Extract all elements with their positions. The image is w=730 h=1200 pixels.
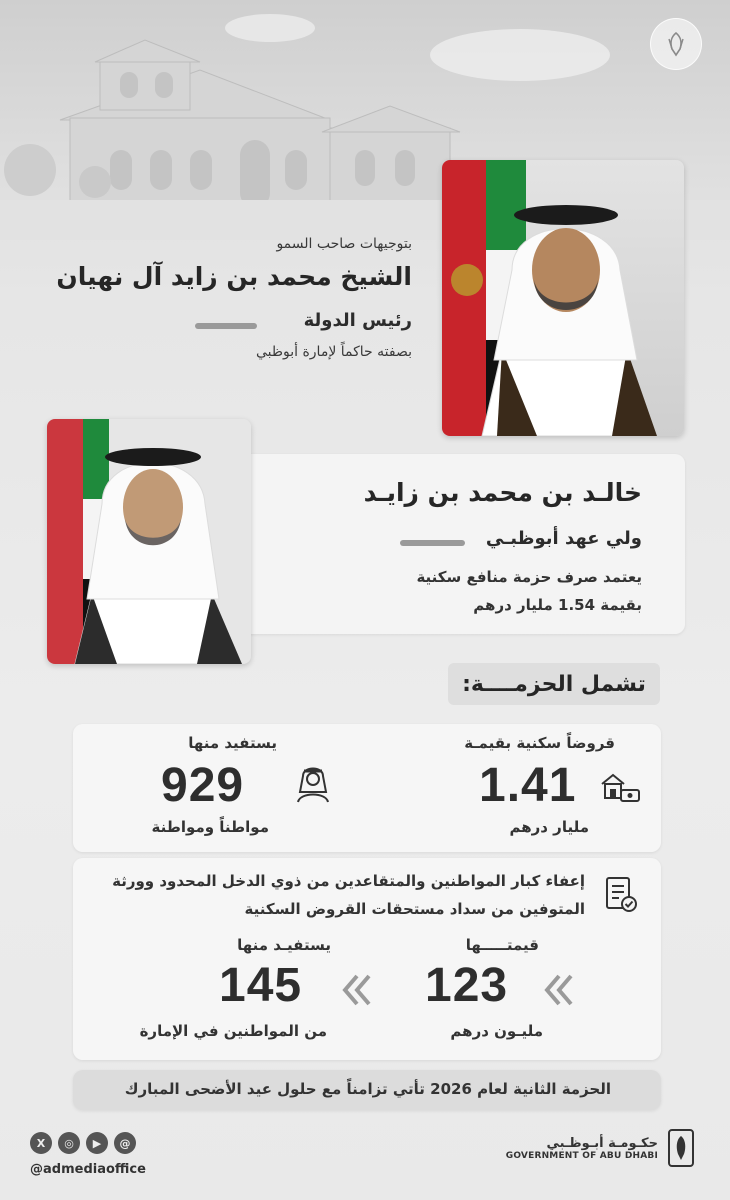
loans-stats-card [73,724,661,852]
note-text: الحزمة الثانية لعام 2026 تأتي تزامناً مع حلول عيد الأضحى المبارك [124,1080,611,1098]
exemption-value: 123 [425,959,509,1012]
president-role: بصفته حاكماً لإمارة أبوظبي [255,344,412,360]
social-handle[interactable]: @admediaoffice [30,1162,146,1177]
citizen-icon [295,762,331,804]
crown-prince-name: خالـد بن محمد بن زايـد [363,478,642,507]
president-title: رئيس الدولة [303,310,412,331]
president-portrait [442,160,684,436]
government-logo [506,1128,696,1168]
exemption-text-line2: المتوفين من سداد مستحقات القروض السكنية [244,900,585,918]
falcon-icon [661,29,691,59]
crown-prince-portrait [47,419,251,664]
note-bar [73,1070,661,1110]
chevrons-left-icon [339,970,375,1010]
exemption-value-label: قيمتـــــها [465,936,539,954]
government-name-arabic: حكـومـة أبـوظـبي [546,1135,658,1151]
house-money-icon [599,770,641,806]
approval-text-line2: بقيمة 1.54 مليار درهم [473,596,642,614]
package-heading: تشمل الحزمــــة: [462,671,646,697]
government-emblem-icon [666,1128,696,1168]
exemption-value-unit: مليـون درهم [450,1022,543,1040]
beneficiaries-label: يستفيد منها [188,734,277,752]
divider-dash [400,540,465,546]
social-icons [30,1132,136,1154]
exemption-beneficiaries-value: 145 [219,959,303,1012]
abu-dhabi-emblem-logo [650,18,702,70]
x-icon[interactable]: X [30,1132,52,1154]
loans-label: قروضاً سكنية بقيمـة [464,734,615,752]
government-name-english: GOVERNMENT OF ABU DHABI [505,1150,658,1161]
loans-unit: مليار درهم [509,818,589,836]
chevrons-left-icon [541,970,577,1010]
guidance-text: بتوجيهات صاحب السمو [276,236,412,252]
exemption-text-line1: إعفاء كبار المواطنين والمتقاعدين من ذوي الدخل المحدود وورثة [112,872,585,890]
beneficiaries-value: 929 [161,759,245,812]
approval-text-line1: يعتمد صرف حزمة منافع سكنية [416,568,642,586]
threads-icon[interactable]: @ [114,1132,136,1154]
instagram-icon[interactable]: ◎ [58,1132,80,1154]
document-check-icon [603,874,639,916]
divider-dash [195,323,257,329]
exemption-beneficiaries-label: يستفيـد منها [237,936,331,954]
package-heading-box [448,663,660,705]
crown-prince-title: ولي عهد أبوظبـي [485,528,642,549]
loans-value: 1.41 [479,759,577,812]
exemption-card [73,858,661,1060]
exemption-beneficiaries-unit: من المواطنين في الإمارة [139,1022,327,1040]
president-name: الشيخ محمد بن زايد آل نهيان [56,262,412,291]
beneficiaries-unit: مواطناً ومواطنة [151,818,269,836]
youtube-icon[interactable]: ▶ [86,1132,108,1154]
